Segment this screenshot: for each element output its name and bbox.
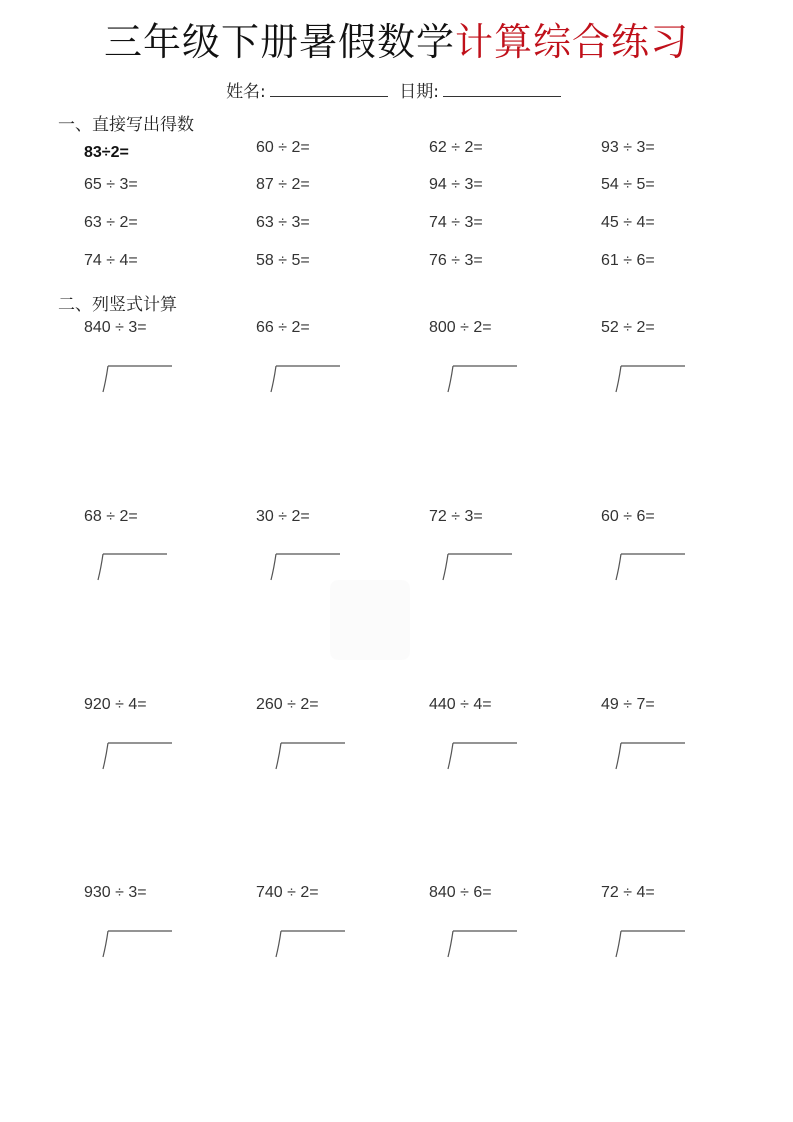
title-red-part: 计算综合练习 [455,20,690,64]
oral-problem: 94 ÷ 3= [429,176,483,193]
oral-problem: 45 ÷ 4= [601,214,655,231]
vertical-problem: 930 ÷ 3= [84,884,147,901]
oral-problem: 74 ÷ 4= [84,252,138,269]
division-bracket [445,364,519,394]
division-bracket [613,364,687,394]
oral-problem: 60 ÷ 2= [256,139,310,156]
vertical-problem: 49 ÷ 7= [601,696,655,713]
name-blank[interactable] [270,80,388,97]
oral-problem: 93 ÷ 3= [601,139,655,156]
division-bracket [100,741,174,771]
vertical-problem: 66 ÷ 2= [256,319,310,336]
vertical-problem: 260 ÷ 2= [256,696,319,713]
vertical-problem: 740 ÷ 2= [256,884,319,901]
oral-problem: 87 ÷ 2= [256,176,310,193]
division-bracket [613,741,687,771]
section1-heading: 一、直接写出得数 [58,115,194,135]
vertical-problem: 440 ÷ 4= [429,696,492,713]
division-bracket [440,552,514,582]
vertical-problem: 920 ÷ 4= [84,696,147,713]
vertical-problem: 840 ÷ 6= [429,884,492,901]
division-bracket [445,929,519,959]
division-bracket [95,552,169,582]
date-label: 日期: [399,82,439,102]
division-bracket [445,741,519,771]
date-blank[interactable] [443,80,561,97]
vertical-problem: 52 ÷ 2= [601,319,655,336]
title-black-part: 三年级下册暑假数学 [103,20,455,64]
vertical-problem: 72 ÷ 3= [429,508,483,525]
division-bracket [268,364,342,394]
vertical-problem: 72 ÷ 4= [601,884,655,901]
name-label: 姓名: [226,82,266,102]
vertical-problem: 60 ÷ 6= [601,508,655,525]
oral-problem: 58 ÷ 5= [256,252,310,269]
oral-problem: 62 ÷ 2= [429,139,483,156]
oral-problem: 54 ÷ 5= [601,176,655,193]
page-title [0,14,793,70]
oral-problem: 61 ÷ 6= [601,252,655,269]
oral-problem: 63 ÷ 3= [256,214,310,231]
oral-problem: 83÷2= [84,144,129,161]
vertical-problem: 840 ÷ 3= [84,319,147,336]
oral-problem: 63 ÷ 2= [84,214,138,231]
division-bracket [273,929,347,959]
division-bracket [268,552,342,582]
vertical-problem: 30 ÷ 2= [256,508,310,525]
oral-problem: 76 ÷ 3= [429,252,483,269]
vertical-problem: 800 ÷ 2= [429,319,492,336]
faint-watermark [330,580,410,660]
division-bracket [100,364,174,394]
section2-heading: 二、列竖式计算 [58,295,177,315]
oral-problem: 65 ÷ 3= [84,176,138,193]
student-info-line [0,80,793,104]
division-bracket [100,929,174,959]
division-bracket [273,741,347,771]
division-bracket [613,929,687,959]
division-bracket [613,552,687,582]
oral-problem: 74 ÷ 3= [429,214,483,231]
vertical-problem: 68 ÷ 2= [84,508,138,525]
